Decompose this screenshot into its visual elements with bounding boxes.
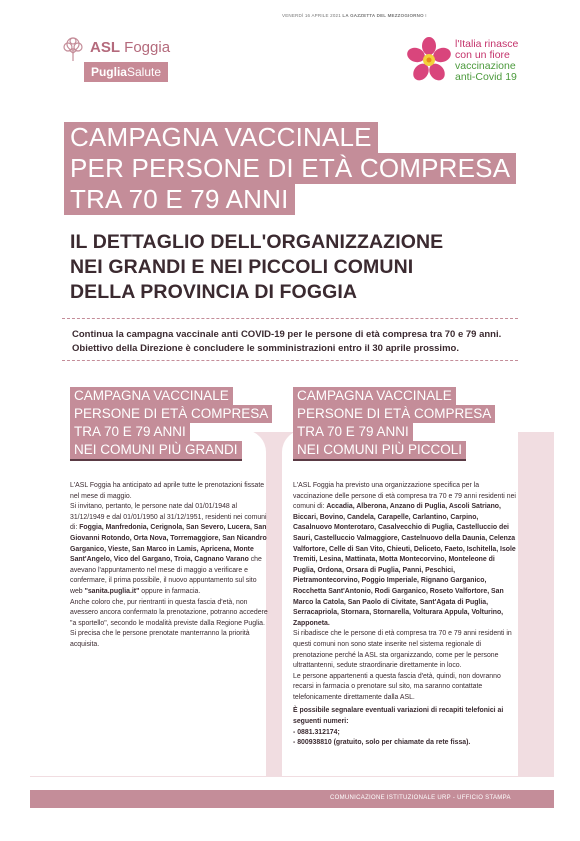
footer-text: COMUNICAZIONE ISTITUZIONALE URP - UFFICIO STAMPA xyxy=(330,795,511,801)
intro-text: Continua la campagna vaccinale anti COVID-19 per le persone di età compresa tra 70 e 79 anni. Obiettivo della Direzione è concludere le somministrazioni entro il 30 aprile prossimo. xyxy=(72,329,502,354)
subtitle xyxy=(70,230,443,305)
subtitle-line: DELLA PROVINCIA DI FOGGIA xyxy=(70,281,358,303)
divider xyxy=(62,318,518,319)
hero-line: TRA 70 E 79 ANNI xyxy=(64,184,295,215)
subtitle-line: NEI GRANDI E NEI PICCOLI COMUNI xyxy=(70,256,414,278)
hero-line: CAMPAGNA VACCINALE xyxy=(64,122,378,153)
masthead-line xyxy=(282,13,427,18)
asl-foggia-logo xyxy=(62,36,172,88)
right-column-tag: CAMPAGNA VACCINALE PERSONE DI ETÀ COMPRESA TRA 70 E 79 ANNI NEI COMUNI PIÙ PICCOLI xyxy=(293,387,495,461)
left-column-tag: CAMPAGNA VACCINALE PERSONE DI ETÀ COMPRESA TRA 70 E 79 ANNI NEI COMUNI PIÙ GRANDI xyxy=(70,387,272,461)
divider xyxy=(62,360,518,361)
puglia-salute-bar: PugliaSalute xyxy=(84,62,168,82)
subtitle-line: IL DETTAGLIO DELL'ORGANIZZAZIONE xyxy=(70,231,444,253)
tree-logo-icon xyxy=(62,36,84,62)
asl-name: ASL Foggia xyxy=(90,39,171,56)
slogan-rinasce: l'Italia rinasce con un fiore xyxy=(455,38,519,61)
hero-title xyxy=(64,122,511,215)
hero-line: PER PERSONE DI ETÀ COMPRESA xyxy=(64,153,516,184)
slogan-vaccinazione: vaccinazione anti-Covid 19 xyxy=(455,60,517,83)
right-column-text: L'ASL Foggia ha previsto una organizzazione specifica per la vaccinazione delle persone di età compresa tra 70 e 79 anni residenti nei comuni di: Accadia, Alberona, Anzano di Puglia, Ascoli Satriano, Biccari, Bovino, Candela, Carapelle, Carlantino, Carpino, Casalnuovo Monterotaro, Casalvecchio di Puglia, Castelluccio dei Sauri, Castelluccio Valmaggiore, Castelnuovo della Daunia, Celenza Valfortore, Celle di San Vito, Chieuti, Deliceto, Faeto, Ischitella, Isole Tremiti, Lesina, Mattinata, Motta Montecorvino, Monteleone di Puglia, Ordona, Orsara di Puglia, Panni, Peschici, Pietramontecorvino, Poggio Imperiale, Rignano Garganico, Rocchetta Sant'Antonio, Rodi Garganico, Roseto Valfortore, San Marco la Catola, San Paolo di Civitate, Sant'Agata di Puglia, Serracapriola, Stornara, Stornarella, Volturara Appula, Volturino, Zapponeta. Si ribadisce che le persone di età compresa tra 70 e 79 anni residenti in questi comuni non sono state inserite nel sistema regionale di prenotazione perché la ASL sta organizzando, come per le persone ultrattantenni, sedute straordinarie direttamente in loco. Le persone appartenenti a questa fascia d'età, quindi, non dovranno recarsi in farmacia o prenotare sul sito, ma saranno contattate telefonicamente direttamente dalla ASL. È possibile segnalare eventuali variazioni di recapiti telefonici ai seguenti numeri: - 0881.312174; - 800938810 (gratuito, solo per chiamate da rete fissa). xyxy=(293,482,516,747)
page-number: I xyxy=(425,13,427,18)
date-line: VENERDÌ 16 APRILE 2021 xyxy=(282,13,341,18)
campaign-logo xyxy=(405,36,545,96)
left-column-text: L'ASL Foggia ha anticipato ad aprile tutte le prenotazioni fissate nel mese di maggio. Si invitano, pertanto, le persone nate dal 01/01/1948 al 31/12/1949 e dal 01/01/1950 al 31/12/1951, residenti nei comuni di: Foggia, Manfredonia, Cerignola, San Severo, Lucera, San Giovanni Rotondo, Orta Nova, Torremaggiore, San Nicandro Garganico, Vieste, San Marco in Lamis, Apricena, Monte Sant'Angelo, Vico del Gargano, Troia, Cagnano Varano che avevano l'appuntamento nel mese di maggio a verificare e confermare, il prima possibile, il nuovo appuntamento sul sito web "sanita.puglia.it" oppure in farmacia. Anche coloro che, pur rientranti in questa fascia d'età, non avessero ancora confermato la prenotazione, potranno accedere "a sportello", secondo le modalità previste dalla Regione Puglia. Si precisa che le persone prenotate manterranno la priorità acquisita. xyxy=(70,482,268,648)
paper-name: LA GAZZETTA DEL MEZZOGIORNO xyxy=(342,13,424,18)
primrose-flower-icon xyxy=(405,36,453,84)
